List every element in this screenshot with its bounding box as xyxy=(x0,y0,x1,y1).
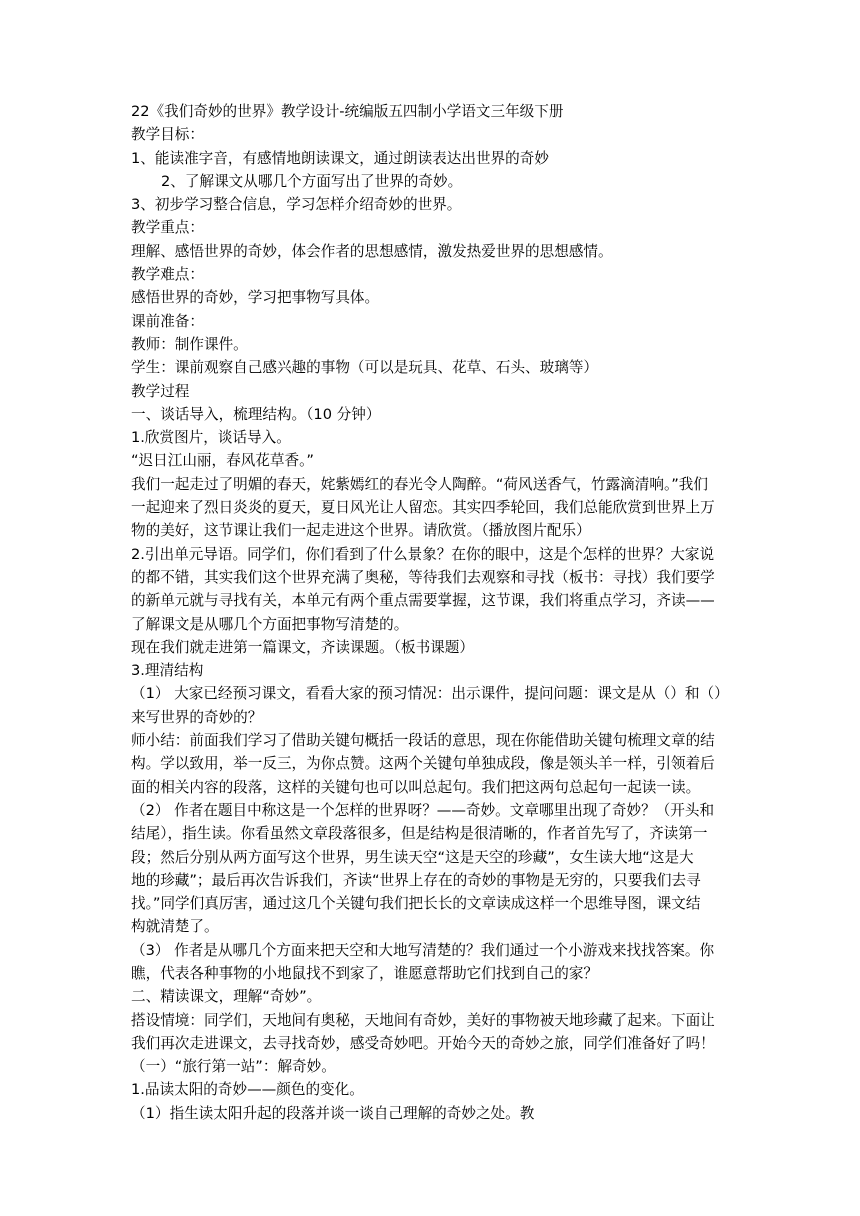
text-line: （1） 大家已经预习课文，看看大家的预习情况：出示课件，提问问题：课文是从（）和（） xyxy=(131,685,729,703)
text-line: （一）“旅行第一站”：解奇妙。 xyxy=(131,1058,336,1076)
text-line: 构。学以致用，举一反三，为你点赞。这两个关键句单独成段，像是领头羊一样，引领着后 xyxy=(131,755,715,773)
text-line: 我们再次走进课文，去寻找奇妙，感受奇妙吧。开始今天的奇妙之旅，同学们准备好了吗！ xyxy=(131,1034,715,1052)
text-line: 1、能读准字音，有感情地朗读课文，通过朗读表达出世界的奇妙 xyxy=(131,149,549,167)
text-line: 我们一起走过了明媚的春天，姹紫嫣红的春光令人陶醉。“荷风送香气，竹露滴清响。”我们 xyxy=(131,475,708,493)
text-line: 3、初步学习整合信息，学习怎样介绍奇妙的世界。 xyxy=(131,196,462,214)
text-line: 找。”同学们真厉害，通过这几个关键句我们把长长的文章读成这样一个思维导图，课文结 xyxy=(131,895,701,913)
text-line: 教学重点： xyxy=(131,219,204,237)
text-line: “迟日江山丽，春风花草香。” xyxy=(131,452,314,470)
text-line: 面的相关内容的段落，这样的关键句也可以叫总起句。我们把这两句总起句一起读一读。 xyxy=(131,778,701,796)
text-line: 教学难点： xyxy=(131,266,204,284)
text-line: 2.引出单元导语。同学们，你们看到了什么景象？在你的眼中，这是个怎样的世界？大家说 xyxy=(131,545,715,563)
text-line: 课前准备： xyxy=(131,312,204,330)
text-line: 了解课文是从哪几个方面把事物写清楚的。 xyxy=(131,615,409,633)
text-line: 结尾），指生读。你看虽然文章段落很多，但是结构是很清晰的，作者首先写了，齐读第一 xyxy=(131,825,708,843)
text-line: 感悟世界的奇妙，学习把事物写具体。 xyxy=(131,289,380,307)
text-line: 搭设情境：同学们，天地间有奥秘，天地间有奇妙，美好的事物被天地珍藏了起来。下面让 xyxy=(131,1011,715,1029)
text-line: 理解、感悟世界的奇妙，体会作者的思想感情，激发热爱世界的思想感情。 xyxy=(131,242,613,260)
text-line: 1.欣赏图片，谈话导入。 xyxy=(131,429,291,447)
text-line: 物的美好，这节课让我们一起走进这个世界。请欣赏。（播放图片配乐） xyxy=(131,522,591,540)
text-line: 的新单元就与寻找有关，本单元有两个重点需要掌握，这节课，我们将重点学习，齐读—— xyxy=(131,592,715,610)
text-line: 师小结：前面我们学习了借助关键句概括一段话的意思，现在你能借助关键句梳理文章的结 xyxy=(131,732,715,750)
text-line: 来写世界的奇妙的？ xyxy=(131,708,263,726)
text-line: （3） 作者是从哪几个方面来把天空和大地写清楚的？我们通过一个小游戏来找找答案。你 xyxy=(131,941,715,959)
text-line: 教师：制作课件。 xyxy=(131,335,248,353)
text-line: （1）指生读太阳升起的段落并谈一谈自己理解的奇妙之处。教 xyxy=(131,1104,535,1122)
text-line: （2） 作者在题目中称这是一个怎样的世界呀？——奇妙。文章哪里出现了奇妙？（开头和 xyxy=(131,801,715,819)
text-line: 一、谈话导入，梳理结构。（10 分钟） xyxy=(131,405,381,423)
text-line: 2、了解课文从哪几个方面写出了世界的奇妙。 xyxy=(161,172,463,190)
text-line: 现在我们就走进第一篇课文，齐读课题。（板书课题） xyxy=(131,638,474,656)
text-line: 的都不错，其实我们这个世界充满了奥秘，等待我们去观察和寻找（板书：寻找）我们要学 xyxy=(131,568,715,586)
text-line: 教学目标： xyxy=(131,126,204,144)
text-line: 一起迎来了烈日炎炎的夏天，夏日风光让人留恋。其实四季轮回，我们总能欣赏到世界上万 xyxy=(131,499,715,517)
text-line: 二、精读课文，理解“奇妙”。 xyxy=(131,988,322,1006)
document-body xyxy=(131,100,737,1125)
text-line: 地的珍藏”；最后再次告诉我们，齐读“世界上存在的奇妙的事物是无穷的，只要我们去寻 xyxy=(131,871,701,889)
text-line: 段；然后分别从两方面写这个世界，男生读天空“这是天空的珍藏”，女生读大地“这是大 xyxy=(131,848,694,866)
text-line: 1.品读太阳的奇妙——颜色的变化。 xyxy=(131,1081,364,1099)
text-line: 3.理清结构 xyxy=(131,662,204,680)
text-line: 教学过程 xyxy=(131,382,190,400)
text-line: 22《我们奇妙的世界》教学设计-统编版五四制小学语文三年级下册 xyxy=(131,103,564,120)
text-line: 瞧，代表各种事物的小地鼠找不到家了，谁愿意帮助它们找到自己的家？ xyxy=(131,964,599,982)
text-line: 构就清楚了。 xyxy=(131,918,219,936)
text-line: 学生：课前观察自己感兴趣的事物（可以是玩具、花草、石头、玻璃等） xyxy=(131,359,599,377)
